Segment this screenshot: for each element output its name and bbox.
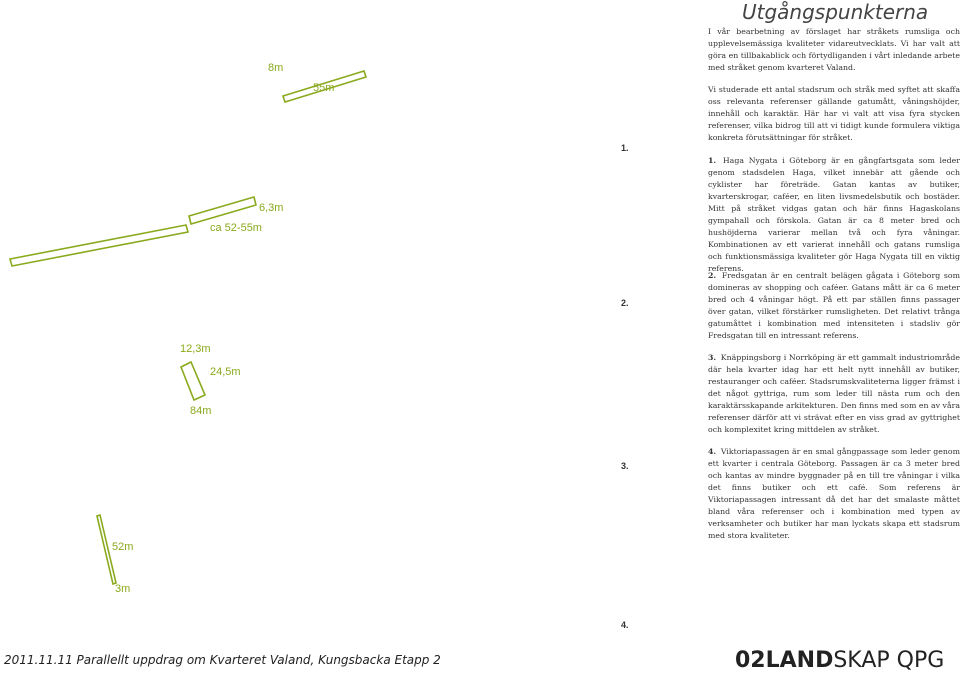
reference-2-text: Fredsgatan är en centralt belägen gågata i Göteborg som domineras av shopping och caféer. Gatans mått är ca 6 meter bred och 4 våningar högt. På ett par ställen finns passager över gatan, vilket förstärker rumsligheten. Det relativt trånga gatumåttet i kombination med intensiteten i stadsliv gör Fredsgatan till en intressant referens.	[708, 271, 960, 340]
footer-caption: 2011.11.11 Parallellt uppdrag om Kvarteret Valand, Kungsbacka Etapp 2	[4, 653, 441, 667]
reference-3	[708, 352, 960, 436]
intro-paragraph-2: Vi studerade ett antal stadsrum och stråk med syftet att skaffa oss relevanta referenser gällande gatumått, våningshöjder, innehåll och karaktär. Här har vi valt att visa fyra stycken referenser, vilka bidrog till att vi tidigt kunde formulera viktiga konkreta förutsättningar för stråket.	[708, 85, 960, 142]
street-shape-2a	[189, 197, 256, 224]
logo-part-1: 02LAND	[735, 648, 834, 673]
street-shape-3	[181, 362, 205, 400]
dim-52-55m: ca 52-55m	[210, 222, 262, 234]
reference-1-number: 1.	[708, 156, 717, 165]
dim-52m: 52m	[112, 541, 134, 553]
reference-2	[708, 270, 960, 342]
logo-part-2: SKAP	[833, 648, 890, 673]
reference-1-text: Haga Nygata i Göteborg är en gångfartsgata som leder genom stadsdelen Haga, vilket innebär att gående och cyklister har företräde. Gatan kantas av butiker, kvarterskrogar, caféer, en liten livsmedelsbutik och bostäder. Mitt på stråket vidgas gatan och här finns Hagaskolans gympahall och förskola. Gatan är ca 8 meter bred och hushöjderna varierar mellan två och fyra våningar. Kombinationen av ett varierat innehåll och gatans rumsliga och funktionsmässiga kvaliteter gör Haga Nygata till en viktig referens.	[708, 156, 960, 273]
company-logo	[735, 648, 944, 673]
street-shape-2b	[10, 225, 188, 266]
dim-12-3m: 12,3m	[180, 343, 211, 355]
diagram-number-3: 3.	[621, 461, 629, 471]
page-title: Utgångspunkterna	[742, 0, 929, 24]
reference-3-number: 3.	[708, 353, 717, 362]
reference-4-number: 4.	[708, 447, 717, 456]
dim-84m: 84m	[190, 405, 212, 417]
diagram-number-1: 1.	[621, 143, 629, 153]
reference-4-text: Viktoriapassagen är en smal gångpassage som leder genom ett kvarter i centrala Göteborg. Passagen är ca 3 meter bred och kantas av mindre byggnader på en till tre våningar i vilka det finns butiker och ett café. Som referens är Viktoriapassagen intressant då det har det smalaste måttet bland våra referenser och i kombination med typen av verksamheter och butiker har man lyckats skapa ett stadsrum med stora kvaliteter.	[708, 447, 960, 540]
intro-paragraph-1: I vår bearbetning av förslaget har stråkets rumsliga och upplevelsemässiga kvaliteter vidareutvecklats. Vi har valt att göra en tillbakablick och förtydliganden i vårt inledande arbete med stråket genom kvarteret Valand.	[708, 27, 960, 72]
logo-part-3: QPG	[896, 648, 945, 673]
reference-4	[708, 446, 960, 542]
diagram-number-4: 4.	[621, 620, 629, 630]
reference-2-number: 2.	[708, 271, 717, 280]
dim-8m: 8m	[268, 62, 284, 74]
dim-55m: 55m	[313, 82, 335, 94]
reference-1	[708, 155, 960, 275]
reference-3-text: Knäppingsborg i Norrköping är ett gammalt industriområde där hela kvarter idag har ett helt nytt innehåll av butiker, restauranger och caféer. Stadsrumskvaliteterna ligger främst i det något gyttriga, rum som leder till nästa rum och den karaktärsskapande arkitekturen. Den finns med som en av våra referenser därför att vi strävat efter en viss grad av gyttrighet och komplexitet kring mittdelen av stråket.	[708, 353, 960, 434]
diagram-number-2: 2.	[621, 298, 629, 308]
dim-3m: 3m	[115, 583, 131, 595]
dim-24-5m: 24,5m	[210, 366, 241, 378]
dim-6-3m: 6,3m	[259, 202, 284, 214]
